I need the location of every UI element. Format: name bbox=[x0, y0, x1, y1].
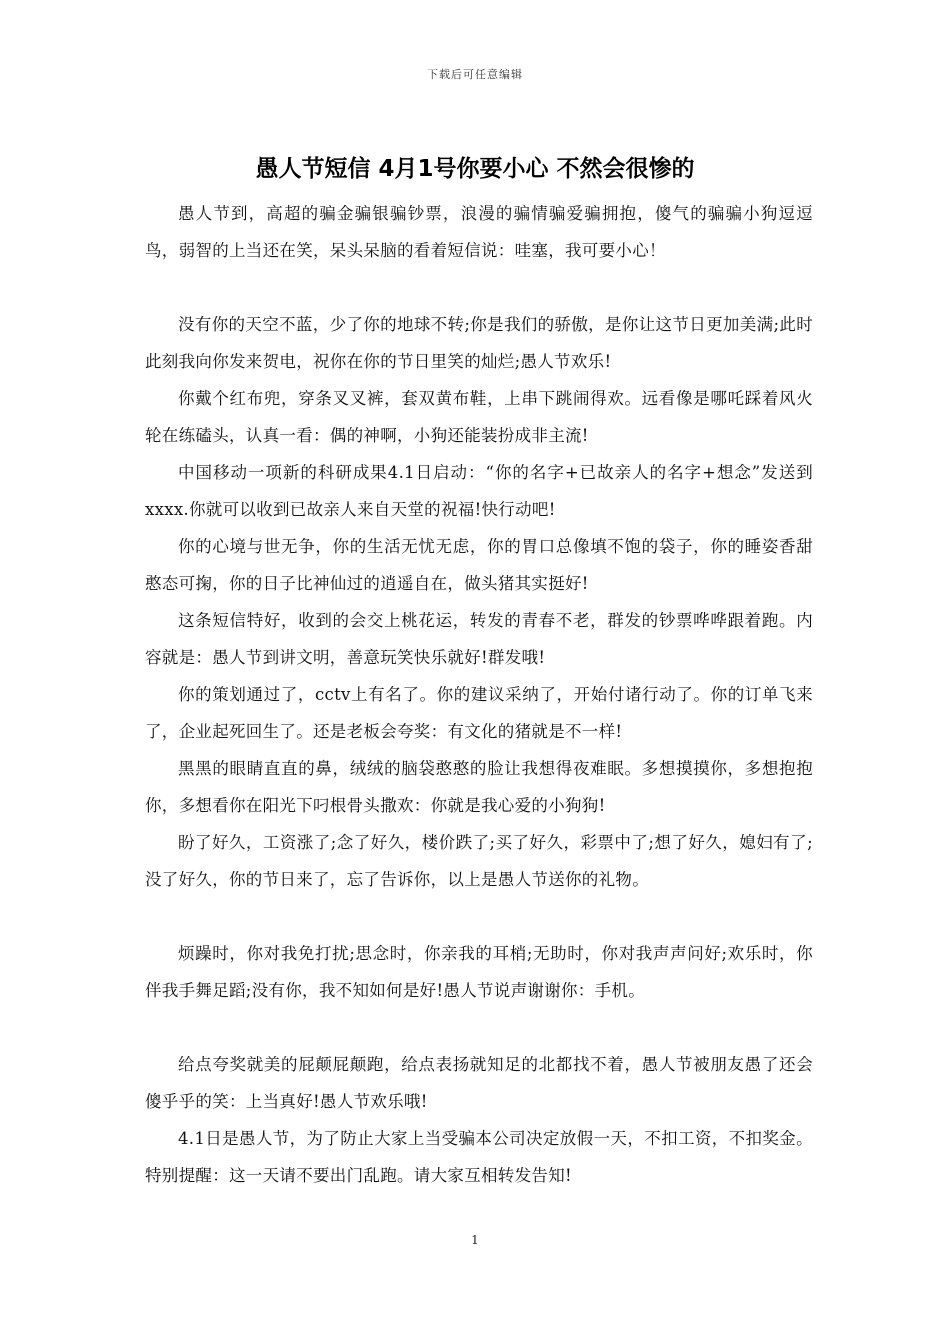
paragraph: 给点夸奖就美的屁颠屁颠跑，给点表扬就知足的北都找不着，愚人节被朋友愚了还会傻乎乎的笑：上当真好!愚人节欢乐哦! bbox=[145, 1055, 813, 1111]
paragraph: 烦躁时，你对我免打扰;思念时，你亲我的耳梢;无助时，你对我声声问好;欢乐时，你伴我手舞足蹈;没有你，我不知如何是好!愚人节说声谢谢你：手机。 bbox=[145, 944, 813, 1000]
paragraph: 你的心境与世无争，你的生活无忧无虑，你的胃口总像填不饱的袋子，你的睡姿香甜憨态可掬，你的日子比神仙过的逍遥自在，做头猪其实挺好! bbox=[145, 537, 813, 593]
page-header-note: 下载后可任意编辑 bbox=[427, 68, 523, 81]
document-title: 愚人节短信 4月1号你要小心 不然会很惨的 bbox=[255, 156, 695, 182]
paragraph: 4.1日是愚人节，为了防止大家上当受骗本公司决定放假一天，不扣工资，不扣奖金。特别提醒：这一天请不要出门乱跑。请大家互相转发告知! bbox=[145, 1129, 813, 1185]
paragraph: 盼了好久，工资涨了;念了好久，楼价跌了;买了好久，彩票中了;想了好久，媳妇有了;没了好久，你的节日来了，忘了告诉你，以上是愚人节送你的礼物。 bbox=[145, 833, 813, 889]
document-body bbox=[145, 195, 813, 1194]
paragraph: 中国移动一项新的科研成果4.1日启动：“你的名字+已故亲人的名字+想念”发送到xxxx.你就可以收到已故亲人来自天堂的祝福!快行动吧! bbox=[145, 463, 813, 519]
paragraph: 你的策划通过了，cctv上有名了。你的建议采纳了，开始付诸行动了。你的订单飞来了，企业起死回生了。还是老板会夸奖：有文化的猪就是不一样! bbox=[145, 685, 813, 741]
paragraph: 愚人节到，高超的骗金骗银骗钞票，浪漫的骗情骗爱骗拥抱，傻气的骗骗小狗逗逗鸟，弱智的上当还在笑，呆头呆脑的看着短信说：哇塞，我可要小心！ bbox=[145, 204, 813, 260]
paragraph: 你戴个红布兜，穿条叉叉裤，套双黄布鞋，上串下跳闹得欢。远看像是哪吒踩着风火轮在练磕头，认真一看：偶的神啊，小狗还能装扮成非主流! bbox=[145, 389, 813, 445]
paragraph: 这条短信特好，收到的会交上桃花运，转发的青春不老，群发的钞票哗哗跟着跑。内容就是：愚人节到讲文明，善意玩笑快乐就好!群发哦! bbox=[145, 611, 813, 667]
page-number: 1 bbox=[471, 1233, 479, 1247]
paragraph: 没有你的天空不蓝，少了你的地球不转;你是我们的骄傲，是你让这节日更加美满;此时此刻我向你发来贺电，祝你在你的节日里笑的灿烂;愚人节欢乐! bbox=[145, 315, 813, 371]
paragraph: 黑黑的眼睛直直的鼻，绒绒的脑袋憨憨的脸让我想得夜难眠。多想摸摸你，多想抱抱你，多想看你在阳光下叼根骨头撒欢：你就是我心爱的小狗狗! bbox=[145, 759, 813, 815]
